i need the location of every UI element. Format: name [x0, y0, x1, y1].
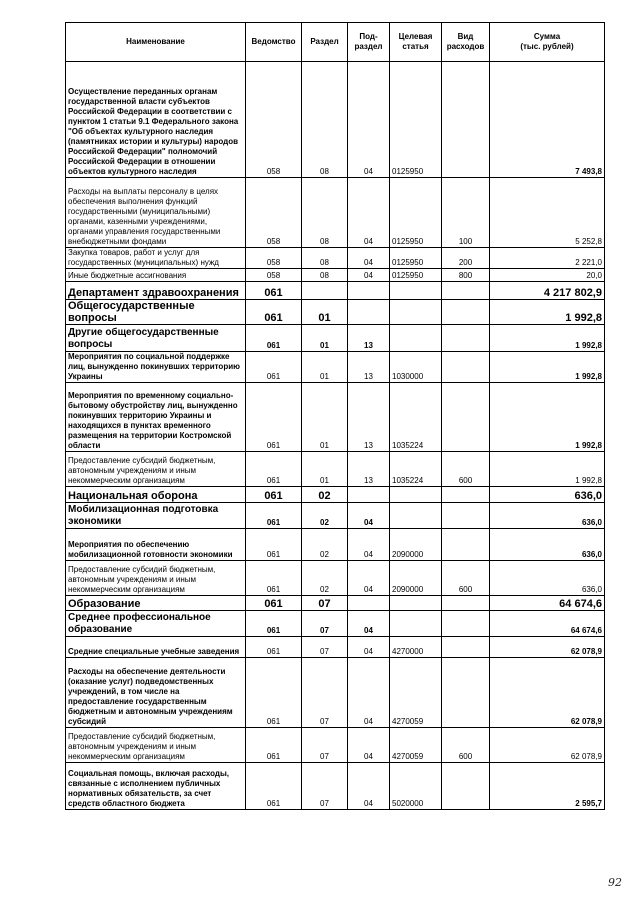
row-dept-cell: 058	[246, 178, 302, 248]
row-amount-cell: 5 252,8	[490, 178, 605, 248]
row-subsection-cell: 13	[348, 352, 390, 383]
row-amount-cell: 636,0	[490, 529, 605, 561]
row-article-cell: 0125950	[390, 178, 442, 248]
row-amount-cell: 62 078,9	[490, 637, 605, 658]
row-name-cell: Социальная помощь, включая расходы, связанные с исполнением публичных нормативных обязательств, за счет средств областного бюджета	[66, 763, 246, 810]
row-amount-cell: 20,0	[490, 269, 605, 282]
row-section-cell: 01	[302, 452, 348, 487]
row-name-cell: Департамент здравоохранения	[66, 282, 246, 300]
row-section-cell	[302, 282, 348, 300]
row-section-cell: 02	[302, 503, 348, 529]
table-row	[66, 300, 605, 325]
row-name-cell: Расходы на выплаты персоналу в целях обеспечения выполнения функций государственными (муниципальными) органами, казенными учреждениями, органами управления государственными внебюджетными фондами	[66, 178, 246, 248]
row-dept-cell: 061	[246, 452, 302, 487]
row-subsection-cell: 13	[348, 452, 390, 487]
row-section-cell: 01	[302, 325, 348, 352]
row-dept-cell: 061	[246, 596, 302, 611]
row-article-cell	[390, 300, 442, 325]
row-section-cell: 01	[302, 352, 348, 383]
row-dept-cell: 061	[246, 503, 302, 529]
header-dept: Ведомство	[246, 23, 302, 62]
row-dept-cell: 061	[246, 325, 302, 352]
row-name-cell: Образование	[66, 596, 246, 611]
row-name-cell: Осуществление переданных органам государственной власти субъектов Российской Федерации в соответствии с пунктом 1 статьи 9.1 Федерального закона "Об объектах культурного наследия (памятниках истории и культуры) народов Российской Федерации" полномочий Российской Федерации в отношении объектов культурного наследия	[66, 62, 246, 178]
row-article-cell	[390, 282, 442, 300]
row-subsection-cell: 04	[348, 561, 390, 596]
table-row	[66, 611, 605, 637]
table-header-row	[66, 23, 605, 62]
row-exp-type-cell	[442, 503, 490, 529]
row-amount-cell: 64 674,6	[490, 611, 605, 637]
row-article-cell: 4270000	[390, 637, 442, 658]
row-article-cell: 4270059	[390, 658, 442, 728]
table-row	[66, 62, 605, 178]
row-amount-cell: 1 992,8	[490, 325, 605, 352]
table-row	[66, 637, 605, 658]
row-subsection-cell: 04	[348, 178, 390, 248]
row-section-cell: 07	[302, 658, 348, 728]
table-row	[66, 269, 605, 282]
row-exp-type-cell	[442, 282, 490, 300]
row-exp-type-cell: 600	[442, 728, 490, 763]
row-subsection-cell: 04	[348, 248, 390, 269]
row-exp-type-cell	[442, 763, 490, 810]
table-row	[66, 487, 605, 503]
table-row	[66, 658, 605, 728]
row-name-cell: Мероприятия по социальной поддержке лиц, вынужденно покинувших территорию Украины	[66, 352, 246, 383]
row-name-cell: Предоставление субсидий бюджетным, автономным учреждениям и иным некоммерческим организациям	[66, 728, 246, 763]
row-name-cell: Общегосударственные вопросы	[66, 300, 246, 325]
row-amount-cell: 636,0	[490, 503, 605, 529]
row-amount-cell: 2 595,7	[490, 763, 605, 810]
row-dept-cell: 061	[246, 611, 302, 637]
row-article-cell: 2090000	[390, 561, 442, 596]
table-row	[66, 529, 605, 561]
table-row	[66, 178, 605, 248]
row-name-cell: Другие общегосударственные вопросы	[66, 325, 246, 352]
header-exp-type: Вид расходов	[442, 23, 490, 62]
row-section-cell: 08	[302, 62, 348, 178]
header-subsection: Под- раздел	[348, 23, 390, 62]
row-dept-cell: 061	[246, 300, 302, 325]
table-row	[66, 763, 605, 810]
row-exp-type-cell: 200	[442, 248, 490, 269]
row-exp-type-cell: 600	[442, 452, 490, 487]
row-dept-cell: 061	[246, 658, 302, 728]
row-name-cell: Средние специальные учебные заведения	[66, 637, 246, 658]
row-amount-cell: 636,0	[490, 561, 605, 596]
row-amount-cell: 1 992,8	[490, 452, 605, 487]
table-body	[66, 62, 605, 810]
row-article-cell: 1035224	[390, 452, 442, 487]
row-article-cell	[390, 503, 442, 529]
row-section-cell: 01	[302, 300, 348, 325]
row-exp-type-cell	[442, 352, 490, 383]
row-article-cell	[390, 596, 442, 611]
table-row	[66, 728, 605, 763]
page-number-mark: 92	[608, 876, 622, 889]
row-amount-cell: 1 992,8	[490, 300, 605, 325]
row-amount-cell: 62 078,9	[490, 658, 605, 728]
row-section-cell: 01	[302, 383, 348, 452]
row-amount-cell: 1 992,8	[490, 352, 605, 383]
row-article-cell: 2090000	[390, 529, 442, 561]
row-subsection-cell: 04	[348, 728, 390, 763]
row-name-cell: Закупка товаров, работ и услуг для государственных (муниципальных) нужд	[66, 248, 246, 269]
row-subsection-cell: 13	[348, 383, 390, 452]
row-section-cell: 07	[302, 637, 348, 658]
row-article-cell	[390, 325, 442, 352]
row-subsection-cell: 13	[348, 325, 390, 352]
row-exp-type-cell	[442, 325, 490, 352]
row-dept-cell: 061	[246, 487, 302, 503]
row-dept-cell: 058	[246, 248, 302, 269]
row-section-cell: 07	[302, 763, 348, 810]
header-amount: Сумма (тыс. рублей)	[490, 23, 605, 62]
budget-table	[65, 22, 605, 810]
table-row	[66, 383, 605, 452]
row-amount-cell: 64 674,6	[490, 596, 605, 611]
row-exp-type-cell	[442, 487, 490, 503]
row-dept-cell: 058	[246, 269, 302, 282]
row-dept-cell: 061	[246, 637, 302, 658]
row-section-cell: 02	[302, 487, 348, 503]
row-article-cell: 1035224	[390, 383, 442, 452]
row-exp-type-cell	[442, 658, 490, 728]
row-subsection-cell: 04	[348, 658, 390, 728]
row-amount-cell: 62 078,9	[490, 728, 605, 763]
row-amount-cell: 4 217 802,9	[490, 282, 605, 300]
row-article-cell	[390, 487, 442, 503]
row-dept-cell: 061	[246, 763, 302, 810]
row-name-cell: Среднее профессиональное образование	[66, 611, 246, 637]
row-name-cell: Мобилизационная подготовка экономики	[66, 503, 246, 529]
row-name-cell: Национальная оборона	[66, 487, 246, 503]
table-row	[66, 452, 605, 487]
row-article-cell: 0125950	[390, 62, 442, 178]
row-article-cell	[390, 611, 442, 637]
row-exp-type-cell	[442, 529, 490, 561]
row-amount-cell: 1 992,8	[490, 383, 605, 452]
row-section-cell: 08	[302, 178, 348, 248]
row-amount-cell: 636,0	[490, 487, 605, 503]
row-subsection-cell	[348, 596, 390, 611]
header-article: Целевая статья	[390, 23, 442, 62]
row-section-cell: 08	[302, 248, 348, 269]
row-article-cell: 1030000	[390, 352, 442, 383]
row-section-cell: 08	[302, 269, 348, 282]
row-name-cell: Мероприятия по обеспечению мобилизационной готовности экономики	[66, 529, 246, 561]
row-amount-cell: 2 221,0	[490, 248, 605, 269]
row-dept-cell: 061	[246, 529, 302, 561]
row-exp-type-cell: 100	[442, 178, 490, 248]
row-dept-cell: 058	[246, 62, 302, 178]
row-name-cell: Предоставление субсидий бюджетным, автономным учреждениям и иным некоммерческим организациям	[66, 452, 246, 487]
row-article-cell: 5020000	[390, 763, 442, 810]
row-subsection-cell: 04	[348, 529, 390, 561]
row-subsection-cell: 04	[348, 503, 390, 529]
row-subsection-cell: 04	[348, 62, 390, 178]
table-row	[66, 282, 605, 300]
row-name-cell: Предоставление субсидий бюджетным, автономным учреждениям и иным некоммерческим организациям	[66, 561, 246, 596]
row-article-cell: 0125950	[390, 248, 442, 269]
table-row	[66, 248, 605, 269]
row-article-cell: 4270059	[390, 728, 442, 763]
table-row	[66, 596, 605, 611]
row-exp-type-cell	[442, 383, 490, 452]
row-exp-type-cell	[442, 300, 490, 325]
row-exp-type-cell	[442, 637, 490, 658]
row-section-cell: 07	[302, 611, 348, 637]
row-dept-cell: 061	[246, 282, 302, 300]
table-row	[66, 561, 605, 596]
row-subsection-cell	[348, 282, 390, 300]
row-name-cell: Расходы на обеспечение деятельности (оказание услуг) подведомственных учреждений, в том числе на предоставление государственным бюджетным и автономным учреждениям субсидий	[66, 658, 246, 728]
table-row	[66, 352, 605, 383]
row-dept-cell: 061	[246, 383, 302, 452]
row-subsection-cell	[348, 487, 390, 503]
row-dept-cell: 061	[246, 352, 302, 383]
row-subsection-cell	[348, 300, 390, 325]
row-exp-type-cell: 600	[442, 561, 490, 596]
row-subsection-cell: 04	[348, 611, 390, 637]
header-section: Раздел	[302, 23, 348, 62]
row-subsection-cell: 04	[348, 269, 390, 282]
row-exp-type-cell	[442, 596, 490, 611]
table-row	[66, 325, 605, 352]
row-exp-type-cell: 800	[442, 269, 490, 282]
row-name-cell: Иные бюджетные ассигнования	[66, 269, 246, 282]
row-section-cell: 07	[302, 728, 348, 763]
row-exp-type-cell	[442, 62, 490, 178]
row-section-cell: 02	[302, 529, 348, 561]
header-name: Наименование	[66, 23, 246, 62]
row-name-cell: Мероприятия по временному социально-бытовому обустройству лиц, вынужденно покинувших территорию Украины и находящихся в пунктах временного размещения на территории Костромской области	[66, 383, 246, 452]
row-exp-type-cell	[442, 611, 490, 637]
row-subsection-cell: 04	[348, 637, 390, 658]
table-row	[66, 503, 605, 529]
row-section-cell: 02	[302, 561, 348, 596]
row-dept-cell: 061	[246, 561, 302, 596]
row-dept-cell: 061	[246, 728, 302, 763]
row-subsection-cell: 04	[348, 763, 390, 810]
row-amount-cell: 7 493,8	[490, 62, 605, 178]
row-article-cell: 0125950	[390, 269, 442, 282]
row-section-cell: 07	[302, 596, 348, 611]
